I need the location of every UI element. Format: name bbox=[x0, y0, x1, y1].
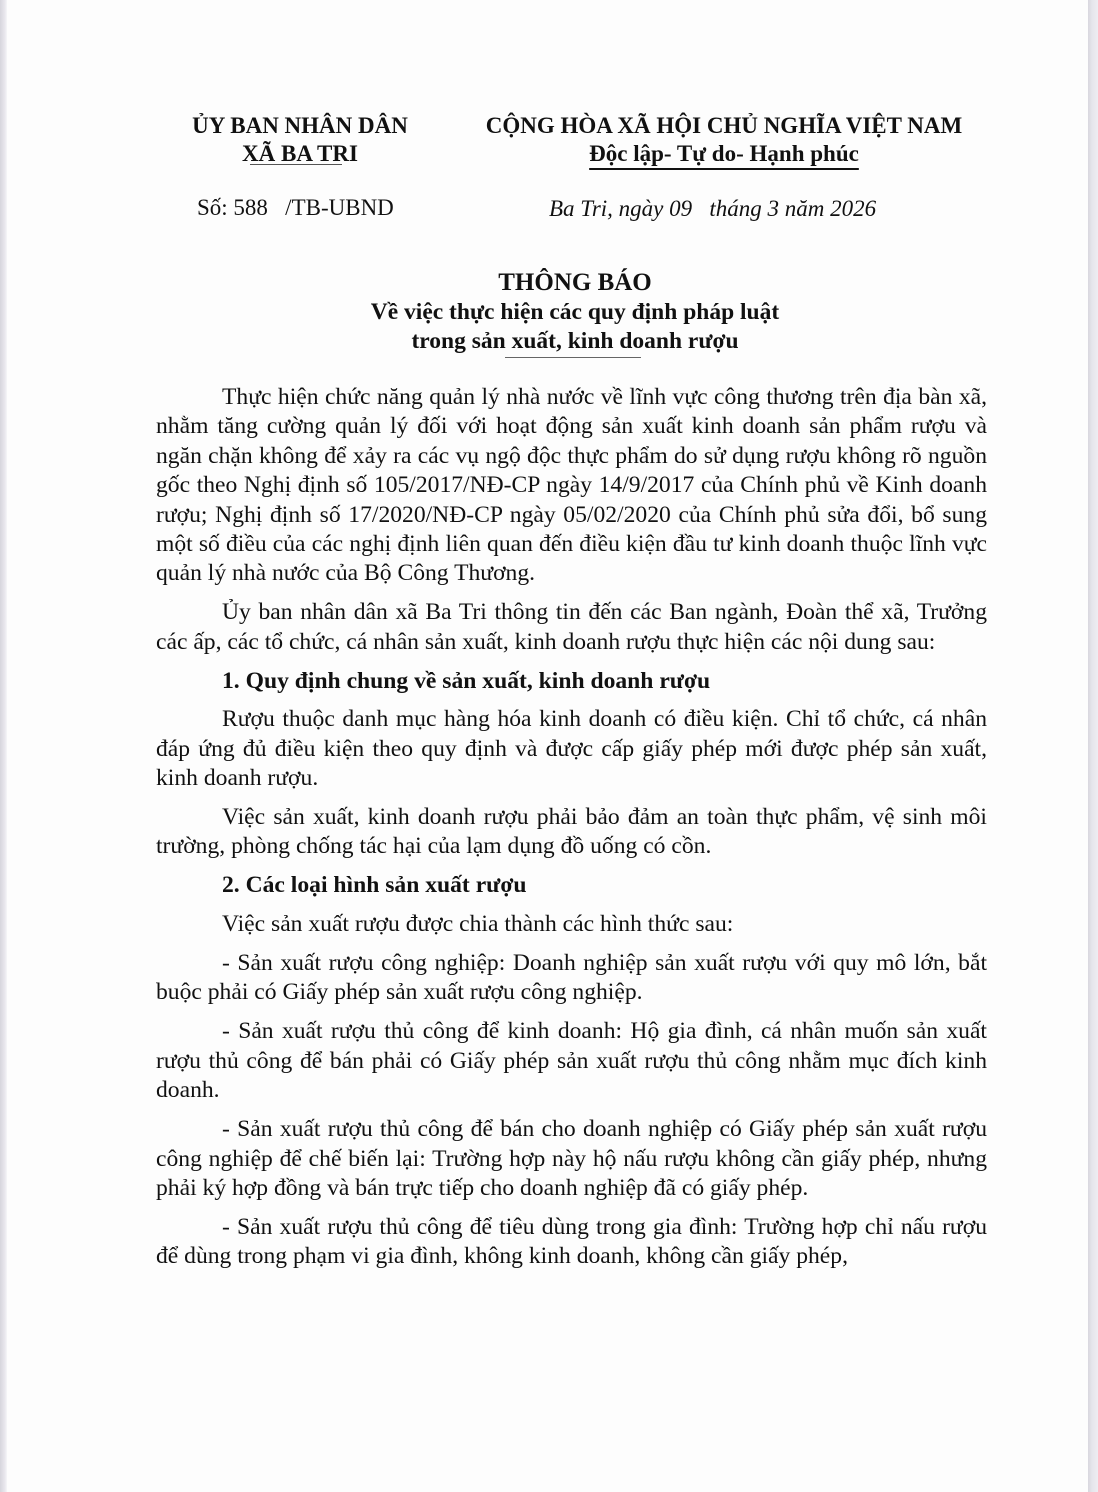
title-underline bbox=[505, 357, 641, 358]
paragraph-addressees: Ủy ban nhân dân xã Ba Tri thông tin đến các Ban ngành, Đoàn thể xã, Trưởng các ấp, các tổ chức, cá nhân sản xuất, kinh doanh rượu thực hiện các nội dung sau: bbox=[156, 599, 987, 655]
list-item: - Sản xuất rượu thủ công để kinh doanh: Hộ gia đình, cá nhân muốn sản xuất rượu thủ công để bán phải có Giấy phép sản xuất rượu thủ công nhằm mục đích kinh doanh. bbox=[156, 1018, 987, 1104]
document-title-block bbox=[150, 268, 1000, 355]
issuing-agency bbox=[150, 112, 450, 168]
national-heading bbox=[444, 112, 1004, 168]
agency-underline bbox=[250, 164, 342, 165]
paragraph: Việc sản xuất rượu được chia thành các hình thức sau: bbox=[222, 910, 734, 937]
paragraph: Rượu thuộc danh mục hàng hóa kinh doanh có điều kiện. Chỉ tổ chức, cá nhân đáp ứng đủ điều kiện theo quy định và được cấp giấy phép mới được phép sản xuất, kinh doanh rượu. bbox=[156, 706, 987, 792]
list-item: - Sản xuất rượu thủ công để bán cho doanh nghiệp có Giấy phép sản xuất rượu công nghiệp để chế biến lại: Trường hợp này hộ nấu rượu không cần giấy phép, nhưng phải ký hợp đồng và bán trực tiếp cho doanh nghiệp đã có giấy phép. bbox=[156, 1116, 987, 1201]
document-title: THÔNG BÁO bbox=[498, 269, 652, 296]
place-date: Ba Tri, ngày 09 tháng 3 năm 2026 bbox=[549, 196, 877, 221]
page-right-edge bbox=[1088, 0, 1098, 1492]
list-item: - Sản xuất rượu thủ công để tiêu dùng trong gia đình: Trường hợp chỉ nấu rượu để dùng trong phạm vi gia đình, không kinh doanh, không cần giấy phép, bbox=[156, 1213, 987, 1270]
list-item: - Sản xuất rượu công nghiệp: Doanh nghiệp sản xuất rượu với quy mô lớn, bắt buộc phải có Giấy phép sản xuất rượu công nghiệp. bbox=[156, 949, 987, 1006]
document-subject-line1: Về việc thực hiện các quy định pháp luật bbox=[370, 299, 780, 325]
nation-name: CỘNG HÒA XÃ HỘI CHỦ NGHĨA VIỆT NAM bbox=[485, 113, 963, 138]
national-motto: Độc lập- Tự do- Hạnh phúc bbox=[589, 141, 859, 166]
section-heading-2: 2. Các loại hình sản xuất rượu bbox=[222, 872, 527, 899]
document-subject-line2: trong sản xuất, kinh doanh rượu bbox=[411, 327, 739, 354]
paragraph-intro: Thực hiện chức năng quản lý nhà nước về lĩnh vực công thương trên địa bàn xã, nhằm tăng cường quản lý đối với hoạt động sản xuất kinh doanh sản phẩm rượu và ngăn chặn không để xảy ra các vụ ngộ độc thực phẩm do sử dụng rượu không rõ nguồn gốc theo Nghị định số 105/2017/NĐ-CP ngày 14/9/2017 của Chính phủ về Kinh doanh rượu; Nghị định số 17/2020/NĐ-CP ngày 05/02/2020 của Chính phủ sửa đổi, bổ sung một số điều của các nghị định liên quan đến điều kiện đầu tư kinh doanh thuộc lĩnh vực quản lý nhà nước của Bộ Công Thương. bbox=[156, 384, 987, 587]
document-body bbox=[156, 383, 987, 1281]
agency-commune: XÃ BA TRI bbox=[242, 141, 358, 166]
page-left-edge bbox=[0, 0, 7, 1492]
agency-name: ỦY BAN NHÂN DÂN bbox=[192, 113, 408, 138]
document-number: Số: 588 /TB-UBND bbox=[197, 195, 394, 220]
section-heading-1: 1. Quy định chung về sản xuất, kinh doanh rượu bbox=[222, 667, 711, 694]
paragraph: Việc sản xuất, kinh doanh rượu phải bảo đảm an toàn thực phẩm, vệ sinh môi trường, phòng chống tác hại của lạm dụng đồ uống có cồn. bbox=[156, 804, 987, 860]
